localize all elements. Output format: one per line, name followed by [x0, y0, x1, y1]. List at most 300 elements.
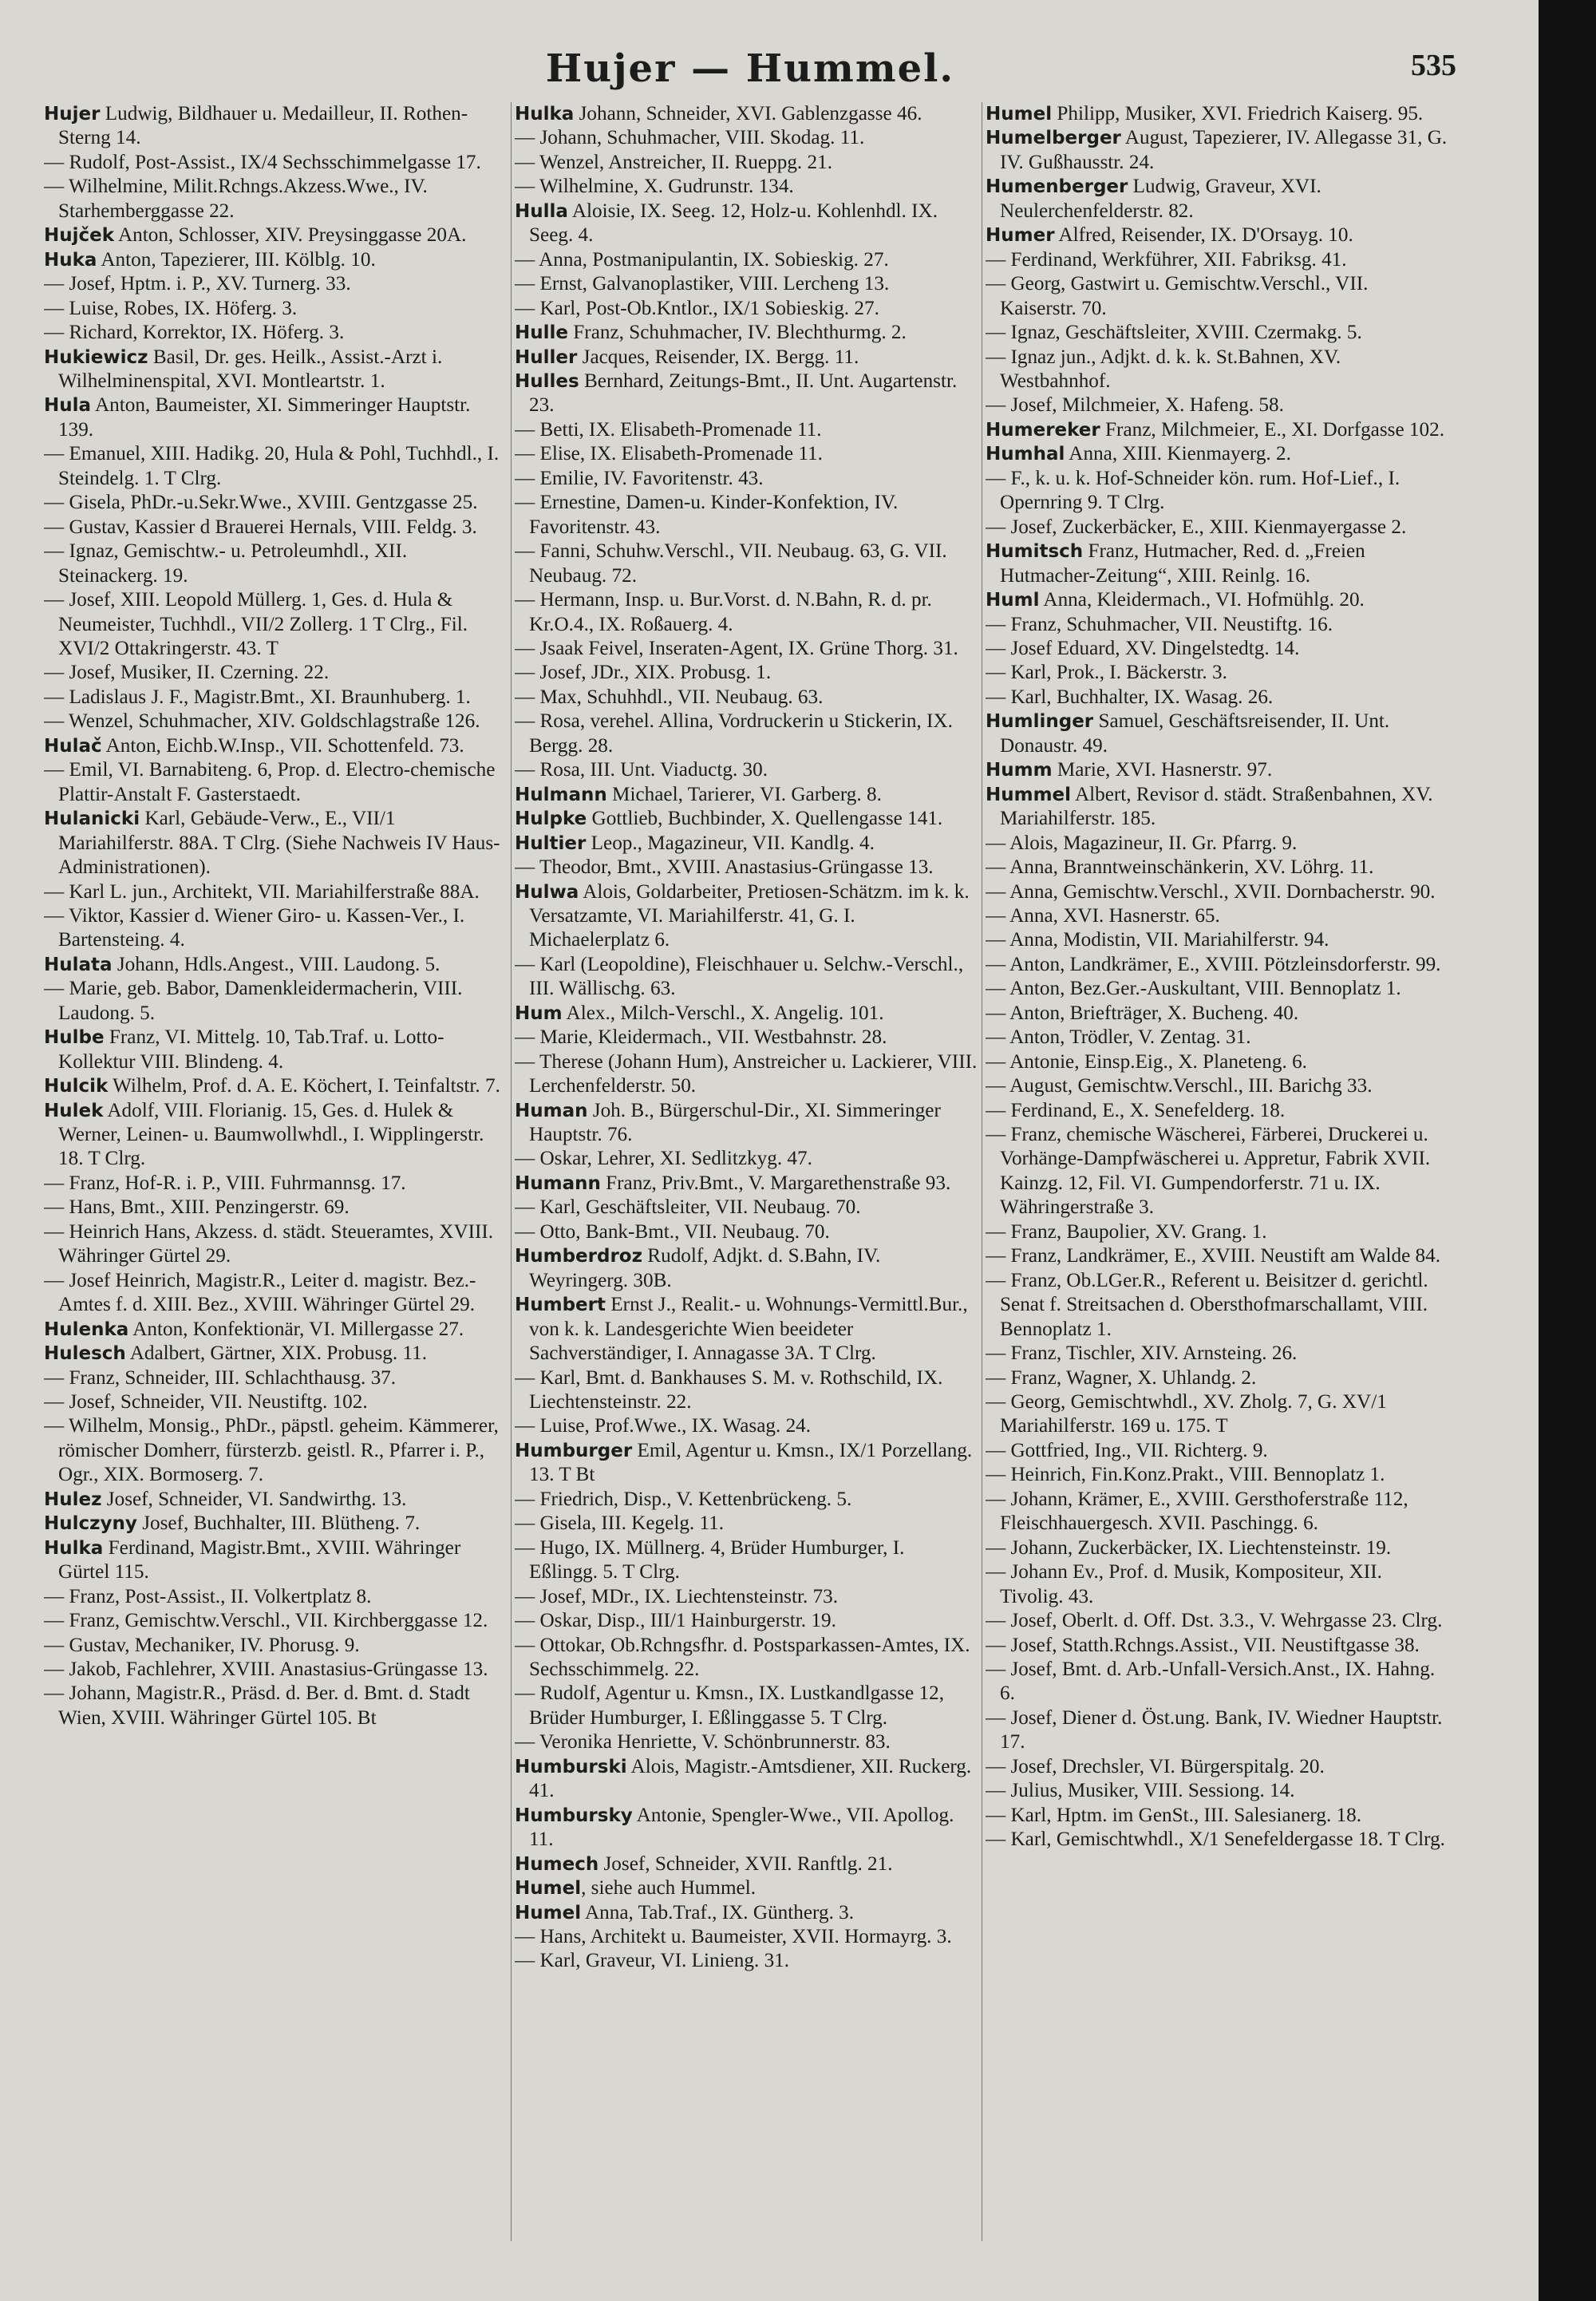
- entry-details: Josef, Schneider, XVII. Ranftlg. 21.: [598, 1852, 893, 1875]
- entry-details: — Wilhelmine, Milit.Rchngs.Akzess.Wwe., IV. Starhemberggasse 22.: [44, 176, 428, 222]
- entry-details: — Johann, Schuhmacher, VIII. Skodag. 11.: [515, 127, 865, 149]
- directory-entry: [515, 1293, 978, 1366]
- entry-details: — Hugo, IX. Müllnerg. 4, Brüder Humburger, I. Eßlingg. 5. T Clrg.: [515, 1536, 905, 1583]
- page-number: 535: [1411, 49, 1456, 82]
- directory-entry: [986, 1342, 1448, 1366]
- directory-entry: [515, 1220, 978, 1244]
- entry-surname: Humenberger: [986, 176, 1128, 198]
- entry-details: Franz, Schuhmacher, IV. Blechthurmg. 2.: [568, 322, 907, 344]
- directory-entry: [44, 1609, 507, 1633]
- entry-details: Albert, Revisor d. städt. Straßenbahnen, XV. Mariahilferstr. 185.: [1000, 783, 1433, 830]
- entry-details: — Karl, Prok., I. Bäckerstr. 3.: [986, 662, 1227, 684]
- entry-details: — Franz, Schneider, III. Schlachthausg. 37.: [44, 1366, 397, 1389]
- entry-details: Alois, Goldarbeiter, Pretiosen-Schätzm. im k. k. Versatzamte, VI. Mariahilferstr. 41, G. I. Michaelerplatz 6.: [529, 880, 970, 951]
- directory-entry: [515, 540, 978, 588]
- entry-details: — Franz, Ob.LGer.R., Referent u. Beisitzer d. gerichtl. Senat f. Streitsachen d. Obersthofmarschallamt, VIII. Bennoplatz 1.: [986, 1269, 1428, 1340]
- directory-entry: [515, 1366, 978, 1415]
- entry-details: — Max, Schuhhdl., VII. Neubaug. 63.: [515, 686, 824, 708]
- entry-surname: Hulczyny: [44, 1513, 137, 1535]
- entry-details: — Theodor, Bmt., XVIII. Anastasius-Grüngasse 13.: [515, 856, 934, 879]
- directory-entry: [44, 686, 507, 710]
- entry-details: — Rudolf, Agentur u. Kmsn., IX. Lustkandlgasse 12, Brüder Humburger, I. Eßlinggasse 5. T Clrg.: [515, 1682, 944, 1729]
- entry-details: — Franz, Tischler, XIV. Arnsteing. 26.: [986, 1342, 1298, 1365]
- entry-details: Rudolf, Adjkt. d. S.Bahn, IV. Weyringerg. 30B.: [529, 1245, 881, 1291]
- directory-entry: [986, 1050, 1448, 1074]
- entry-details: — Franz, Landkrämer, E., XVIII. Neustift am Walde 84.: [986, 1245, 1441, 1267]
- directory-entry: [44, 1220, 507, 1269]
- directory-entry: [44, 758, 507, 807]
- entry-details: — Oskar, Disp., III/1 Hainburgerstr. 19.: [515, 1610, 836, 1632]
- directory-entry: [986, 661, 1448, 685]
- entry-surname: Huml: [986, 590, 1040, 611]
- directory-entry: [986, 832, 1448, 856]
- directory-entry: [986, 1026, 1448, 1050]
- directory-entry: [986, 393, 1448, 417]
- directory-entry: [44, 151, 507, 175]
- entry-surname: Humel: [515, 1878, 582, 1900]
- entry-details: Anton, Baumeister, XI. Simmeringer Hauptstr. 139.: [58, 394, 471, 441]
- entry-details: — Luise, Prof.Wwe., IX. Wasag. 24.: [515, 1415, 812, 1437]
- directory-entry: [515, 758, 978, 782]
- entry-surname: Humhal: [986, 444, 1065, 465]
- entry-surname: Hummel: [986, 784, 1072, 805]
- entry-details: — Franz, Post-Assist., II. Volkertplatz 8.: [44, 1585, 372, 1607]
- directory-entry: [515, 1026, 978, 1050]
- entry-details: — Anton, Landkrämer, E., XVIII. Pötzleinsdorferstr. 99.: [986, 953, 1441, 975]
- directory-entry: [44, 1196, 507, 1220]
- directory-entry: [986, 1463, 1448, 1487]
- entry-surname: Hulles: [515, 370, 579, 392]
- directory-entry: [44, 1634, 507, 1658]
- directory-entry: [986, 783, 1448, 832]
- directory-entry: [986, 856, 1448, 880]
- directory-entry: [44, 393, 507, 442]
- entry-surname: Hulbe: [44, 1027, 105, 1049]
- entry-details: — Anna, Branntweinschänkerin, XV. Löhrg. 11.: [986, 856, 1374, 879]
- directory-entry: [515, 1876, 978, 1900]
- directory-entry: [515, 1536, 978, 1585]
- entry-details: — Wilhelmine, X. Gudrunstr. 134.: [515, 176, 794, 198]
- entry-details: Adalbert, Gärtner, XIX. Probusg. 11.: [125, 1342, 428, 1365]
- entry-details: — Veronika Henriette, V. Schönbrunnerstr. 83.: [515, 1731, 891, 1753]
- directory-entry: [44, 1536, 507, 1585]
- directory-entry: [986, 1220, 1448, 1244]
- directory-entry: [515, 953, 978, 1002]
- directory-entry: [44, 880, 507, 904]
- entry-details: — Hans, Architekt u. Baumeister, XVII. Hormayrg. 3.: [515, 1925, 952, 1947]
- entry-details: Franz, Milchmeier, E., XI. Dorfgasse 102.: [1100, 418, 1445, 441]
- entry-surname: Hujček: [44, 225, 115, 247]
- entry-surname: Hulač: [44, 735, 102, 757]
- directory-entry: [986, 540, 1448, 588]
- entry-details: Anton, Schlosser, XIV. Preysinggasse 20A.: [114, 224, 467, 247]
- entry-details: — Jsaak Feivel, Inseraten-Agent, IX. Grüne Thorg. 31.: [515, 637, 958, 659]
- entry-details: — Josef, MDr., IX. Liechtensteinstr. 73.: [515, 1585, 839, 1607]
- entry-details: — Franz, Hof-R. i. P., VIII. Fuhrmannsg. 17.: [44, 1172, 406, 1194]
- entry-details: — Luise, Robes, IX. Höferg. 3.: [44, 297, 298, 319]
- entry-details: — Johann, Magistr.R., Präsd. d. Ber. d. Bmt. d. Stadt Wien, XVIII. Währinger Gürtel 105. Bt: [44, 1682, 470, 1729]
- entry-details: — Gisela, III. Kegelg. 11.: [515, 1512, 725, 1535]
- entry-details: Karl, Gebäude-Verw., E., VII/1 Mariahilferstr. 88A. T Clrg. (Siehe Nachweis IV Haus-Administrationen).: [58, 808, 500, 879]
- entry-surname: Hulcik: [44, 1076, 109, 1097]
- entry-details: — Johann Ev., Prof. d. Musik, Kompositeur, XII. Tivolig. 43.: [986, 1561, 1382, 1607]
- directory-entry: [986, 880, 1448, 904]
- entry-surname: Humburger: [515, 1440, 633, 1461]
- entry-surname: Hulla: [515, 200, 568, 222]
- directory-entry: [515, 1901, 978, 1925]
- directory-entry: [515, 1852, 978, 1876]
- directory-entry: [515, 856, 978, 880]
- directory-entry: [986, 1269, 1448, 1342]
- entry-details: — Marie, Kleidermach., VII. Westbahnstr. 28.: [515, 1026, 887, 1049]
- entry-details: — Josef Heinrich, Magistr.R., Leiter d. magistr. Bez.-Amtes f. d. XIII. Bez., XVIII. Währinger Gürtel 29.: [44, 1269, 476, 1316]
- directory-entry: [986, 758, 1448, 782]
- directory-entry: [44, 1366, 507, 1390]
- entry-details: Ernst J., Realit.- u. Wohnungs-Vermittl.Bur., von k. k. Landesgerichte Wien beeideter Sachverständiger, I. Annagasse 3A. T Clrg.: [529, 1294, 968, 1365]
- entry-details: Alex., Milch-Verschl., X. Angelig. 101.: [562, 1002, 884, 1024]
- entry-details: — Josef, Zuckerbäcker, E., XIII. Kienmayergasse 2.: [986, 516, 1407, 538]
- entry-details: — Marie, geb. Babor, Damenkleidermacherin, VIII. Laudong. 5.: [44, 978, 463, 1024]
- entry-details: — Betti, IX. Elisabeth-Promenade 11.: [515, 418, 822, 441]
- entry-surname: Humer: [986, 225, 1055, 247]
- entry-surname: Humberdroz: [515, 1246, 642, 1267]
- entry-details: — Jakob, Fachlehrer, XVIII. Anastasius-Grüngasse 13.: [44, 1659, 488, 1680]
- directory-entry: [44, 1172, 507, 1196]
- directory-entry: [44, 953, 507, 977]
- entry-details: Franz, Priv.Bmt., V. Margarethenstraße 93.: [600, 1172, 951, 1194]
- directory-entry: [986, 977, 1448, 1001]
- entry-details: Wilhelm, Prof. d. A. E. Köchert, I. Teinfaltstr. 7.: [108, 1075, 500, 1097]
- directory-entry: [44, 977, 507, 1026]
- directory-entry: [515, 248, 978, 272]
- entry-details: — F., k. u. k. Hof-Schneider kön. rum. Hof-Lief., I. Opernring 9. T Clrg.: [986, 467, 1400, 514]
- entry-details: — Richard, Korrektor, IX. Höferg. 3.: [44, 322, 345, 344]
- column-divider: [511, 102, 512, 2241]
- entry-details: Samuel, Geschäftsreisender, II. Unt. Donaustr. 49.: [1000, 710, 1390, 757]
- directory-entry: [986, 1560, 1448, 1609]
- directory-entry: [986, 1609, 1448, 1633]
- entry-details: — Josef Eduard, XV. Dingelstedtg. 14.: [986, 637, 1300, 659]
- directory-entry: [515, 346, 978, 370]
- directory-entry: [986, 1536, 1448, 1560]
- entry-details: — Franz, chemische Wäscherei, Färberei, Druckerei u. Vorhänge-Dampfwäscherei u. Appretur, Fabrik XVII. Kainzg. 12, Fil. VI. Gumpendorferstr. 71 u. IX. Währingerstraße 3.: [986, 1124, 1431, 1219]
- directory-entry: [515, 783, 978, 807]
- entry-details: Antonie, Spengler-Wwe., VII. Apollog. 11.: [529, 1804, 954, 1851]
- entry-details: — Karl L. jun., Architekt, VII. Mariahilferstraße 88A.: [44, 880, 480, 903]
- directory-entry: [986, 953, 1448, 977]
- directory-entry: [986, 248, 1448, 272]
- directory-entry: [515, 710, 978, 758]
- entry-details: Franz, VI. Mittelg. 10, Tab.Traf. u. Lotto-Kollektur VIII. Blindeng. 4.: [58, 1026, 444, 1073]
- entry-details: Gottlieb, Buchbinder, X. Quellengasse 141.: [587, 808, 943, 830]
- entry-surname: Hultier: [515, 832, 587, 854]
- directory-entry: [44, 1512, 507, 1536]
- directory-entry: [44, 1099, 507, 1172]
- directory-entry: [515, 175, 978, 199]
- directory-entry: [986, 588, 1448, 612]
- entry-details: — Josef, Milchmeier, X. Hafeng. 58.: [986, 394, 1284, 417]
- directory-entry: [515, 467, 978, 491]
- page-header: [44, 42, 1456, 105]
- directory-entry: [44, 102, 507, 151]
- entry-details: Anna, Tab.Traf., IX. Güntherg. 3.: [581, 1901, 855, 1923]
- entry-surname: Hula: [44, 395, 92, 417]
- entry-details: — Rosa, verehel. Allina, Vordruckerin u Stickerin, IX. Bergg. 28.: [515, 710, 953, 757]
- entry-surname: Humbursky: [515, 1805, 633, 1826]
- entry-details: — Karl, Gemischtwhdl., X/1 Senefeldergasse 18. T Clrg.: [986, 1829, 1445, 1851]
- directory-entry: [515, 200, 978, 248]
- directory-entry: [515, 1585, 978, 1609]
- entry-surname: Hulez: [44, 1489, 102, 1510]
- directory-entry: [44, 661, 507, 685]
- directory-entry: [986, 1390, 1448, 1439]
- entry-surname: Hulenka: [44, 1319, 129, 1340]
- directory-entry: [515, 1050, 978, 1099]
- directory-entry: [986, 102, 1448, 126]
- entry-details: — Antonie, Einsp.Eig., X. Planeteng. 6.: [986, 1050, 1307, 1073]
- directory-entry: [515, 832, 978, 856]
- entry-details: — Ignaz jun., Adjkt. d. k. k. St.Bahnen, XV. Westbahnhof.: [986, 346, 1341, 392]
- directory-entry: [986, 904, 1448, 928]
- directory-entry: [986, 1804, 1448, 1828]
- directory-entry: [986, 1123, 1448, 1220]
- directory-entry: [515, 1949, 978, 1973]
- directory-entry: [515, 686, 978, 710]
- directory-entry: [986, 1828, 1448, 1852]
- directory-entry: [986, 1366, 1448, 1390]
- entry-details: — Karl, Hptm. im GenSt., III. Salesianerg. 18.: [986, 1804, 1362, 1826]
- entry-details: — Karl, Bmt. d. Bankhauses S. M. v. Rothschild, IX. Liechtensteinstr. 22.: [515, 1366, 943, 1413]
- directory-entry: [986, 1634, 1448, 1658]
- directory-entry: [44, 588, 507, 661]
- entry-details: — Anna, XVI. Hasnerstr. 65.: [986, 904, 1220, 927]
- directory-entry: [515, 1512, 978, 1536]
- directory-entry: [986, 1439, 1448, 1463]
- directory-entry: [515, 1609, 978, 1633]
- directory-entry: [515, 880, 978, 953]
- entry-surname: Huka: [44, 249, 97, 271]
- entry-details: Philipp, Musiker, XVI. Friedrich Kaiserg. 95.: [1052, 103, 1424, 125]
- directory-entry: [986, 1706, 1448, 1755]
- entry-details: Franz, Hutmacher, Red. d. „Freien Hutmacher-Zeitung“, XIII. Reinlg. 16.: [1000, 540, 1365, 587]
- directory-entry: [515, 297, 978, 321]
- entry-details: — Emil, VI. Barnabiteng. 6, Prop. d. Electro-chemische Plattir-Anstalt F. Gasterstaedt.: [44, 759, 496, 805]
- entry-details: — Georg, Gemischtwhdl., XV. Zholg. 7, G. XV/1 Mariahilferstr. 169 u. 175. T: [986, 1391, 1387, 1437]
- entry-details: — Rudolf, Post-Assist., IX/4 Sechsschimmelgasse 17.: [44, 151, 481, 173]
- directory-entry: [515, 370, 978, 418]
- entry-details: — Georg, Gastwirt u. Gemischtw.Verschl., VII. Kaiserstr. 70.: [986, 273, 1369, 319]
- entry-surname: Hulanicki: [44, 809, 140, 830]
- directory-entry: [986, 637, 1448, 661]
- directory-entry: [515, 1002, 978, 1026]
- entry-details: Jacques, Reisender, IX. Bergg. 11.: [577, 346, 859, 368]
- entry-details: Anton, Eichb.W.Insp., VII. Schottenfeld. 73.: [101, 734, 464, 757]
- directory-entry: [515, 1755, 978, 1804]
- entry-details: Ludwig, Graveur, XVI. Neulerchenfelderstr. 82.: [1000, 176, 1321, 222]
- directory-entry: [986, 928, 1448, 952]
- entry-surname: Hulata: [44, 954, 113, 975]
- directory-entry: [515, 1634, 978, 1682]
- directory-entry: [986, 1002, 1448, 1026]
- entry-details: Alfred, Reisender, IX. D'Orsayg. 10.: [1054, 224, 1353, 247]
- directory-entry: [44, 297, 507, 321]
- entry-details: — Julius, Musiker, VIII. Sessiong. 14.: [986, 1780, 1295, 1802]
- entry-details: Alois, Magistr.-Amtsdiener, XII. Ruckerg. 41.: [529, 1755, 972, 1802]
- entry-details: — Fanni, Schuhw.Verschl., VII. Neubaug. 63, G. VII. Neubaug. 72.: [515, 540, 947, 587]
- entry-surname: Humlinger: [986, 711, 1094, 733]
- entry-surname: Humbert: [515, 1295, 606, 1316]
- entry-details: — Hans, Bmt., XIII. Penzingerstr. 69.: [44, 1196, 350, 1219]
- directory-entry: [515, 126, 978, 150]
- directory-entry: [44, 1658, 507, 1682]
- entry-details: — Josef, XIII. Leopold Müllerg. 1, Ges. d. Hula & Neumeister, Tuchhdl., VII/2 Zollerg. 1 T Clrg., Fil. XVI/2 Ottakringerstr. 43. T: [44, 589, 468, 659]
- directory-entry: [515, 807, 978, 831]
- directory-entry: [44, 175, 507, 223]
- entry-details: — Franz, Wagner, X. Uhlandg. 2.: [986, 1366, 1257, 1389]
- entry-surname: Hulka: [515, 104, 575, 125]
- entry-details: August, Tapezierer, IV. Allegasse 31, G. IV. Gußhausstr. 24.: [1000, 127, 1448, 173]
- entry-details: — Gustav, Mechaniker, IV. Phorusg. 9.: [44, 1634, 360, 1656]
- entry-details: — Therese (Johann Hum), Anstreicher u. Lackierer, VIII. Lerchenfelderstr. 50.: [515, 1050, 978, 1097]
- entry-details: — Karl, Buchhalter, IX. Wasag. 26.: [986, 686, 1274, 708]
- entry-details: — Heinrich, Fin.Konz.Prakt., VIII. Bennoplatz 1.: [986, 1464, 1385, 1486]
- directory-entry: [986, 442, 1448, 466]
- entry-details: — Josef, Diener d. Öst.ung. Bank, IV. Wiedner Hauptstr. 17.: [986, 1706, 1443, 1753]
- entry-surname: Hulle: [515, 322, 568, 344]
- directory-entry: [986, 516, 1448, 540]
- entry-details: — Anna, Gemischtw.Verschl., XVII. Dornbacherstr. 90.: [986, 880, 1436, 903]
- entry-surname: Human: [515, 1100, 588, 1121]
- directory-columns: [44, 102, 1456, 2257]
- entry-details: Basil, Dr. ges. Heilk., Assist.-Arzt i. Wilhelminenspital, XVI. Montleartstr. 1.: [58, 346, 443, 392]
- entry-surname: Humel: [986, 104, 1053, 125]
- entry-details: — Wenzel, Schuhmacher, XIV. Goldschlagstraße 126.: [44, 710, 480, 733]
- entry-details: — Wilhelm, Monsig., PhDr., päpstl. geheim. Kämmerer, römischer Domherr, fürsterzb. geistl. R., Pfarrer i. P., Ogr., XIX. Bormoserg. 7.: [44, 1415, 499, 1486]
- directory-entry: [44, 442, 507, 491]
- directory-entry: [44, 540, 507, 588]
- directory-entry: [44, 272, 507, 296]
- entry-details: — August, Gemischtw.Verschl., III. Barichg 33.: [986, 1075, 1373, 1097]
- directory-entry: [986, 1074, 1448, 1098]
- entry-details: — Hermann, Insp. u. Bur.Vorst. d. N.Bahn, R. d. pr. Kr.O.4., IX. Roßauerg. 4.: [515, 589, 932, 635]
- entry-details: — Otto, Bank-Bmt., VII. Neubaug. 70.: [515, 1220, 830, 1243]
- directory-entry: [44, 710, 507, 733]
- entry-details: — Friedrich, Disp., V. Kettenbrückeng. 5.: [515, 1488, 852, 1510]
- entry-details: — Anna, Modistin, VII. Mariahilferstr. 94.: [986, 929, 1329, 951]
- entry-details: — Franz, Schuhmacher, VII. Neustiftg. 16.: [986, 613, 1333, 635]
- entry-surname: Hulmann: [515, 784, 607, 805]
- entry-surname: Humitsch: [986, 541, 1084, 563]
- directory-entry: [515, 102, 978, 126]
- directory-entry: [44, 1390, 507, 1414]
- column-3: [986, 102, 1448, 2257]
- entry-surname: Humech: [515, 1853, 599, 1875]
- entry-details: — Gisela, PhDr.-u.Sekr.Wwe., XVIII. Gentzgasse 25.: [44, 492, 478, 514]
- directory-entry: [986, 1099, 1448, 1123]
- entry-details: — Ferdinand, Werkführer, XII. Fabriksg. 41.: [986, 248, 1347, 271]
- directory-entry: [986, 686, 1448, 710]
- entry-details: Bernhard, Zeitungs-Bmt., II. Unt. Augartenstr. 23.: [529, 370, 958, 417]
- entry-details: — Anna, Postmanipulantin, IX. Sobieskig. 27.: [515, 248, 889, 271]
- entry-details: — Emanuel, XIII. Hadikg. 20, Hula & Pohl, Tuchhdl., I. Steindelg. 1. T Clrg.: [44, 443, 500, 489]
- entry-details: — Rosa, III. Unt. Viaductg. 30.: [515, 759, 768, 781]
- entry-surname: Humann: [515, 1172, 601, 1194]
- entry-surname: Hulesch: [44, 1343, 126, 1365]
- entry-details: , siehe auch Hummel.: [581, 1877, 757, 1900]
- entry-details: — Emilie, IV. Favoritenstr. 43.: [515, 467, 764, 489]
- directory-entry: [44, 1414, 507, 1487]
- entry-surname: Hulwa: [515, 881, 579, 903]
- entry-details: — Ignaz, Gemischtw.- u. Petroleumhdl., XII. Steinackerg. 19.: [44, 540, 408, 587]
- directory-entry: [986, 321, 1448, 345]
- directory-entry: [986, 613, 1448, 637]
- entry-details: Anton, Konfektionär, VI. Millergasse 27.: [128, 1318, 464, 1340]
- directory-entry: [515, 637, 978, 661]
- entry-details: Adolf, VIII. Florianig. 15, Ges. d. Hulek & Werner, Leinen- u. Baumwollwhdl., I. Wipplingerstr. 18. T Clrg.: [58, 1099, 484, 1170]
- entry-details: — Karl, Graveur, VI. Linieng. 31.: [515, 1950, 790, 1972]
- entry-details: Joh. B., Bürgerschul-Dir., XI. Simmeringer Hauptstr. 76.: [529, 1099, 941, 1146]
- entry-details: Ferdinand, Magistr.Bmt., XVIII. Währinger Gürtel 115.: [58, 1536, 461, 1583]
- entry-details: — Josef, Statth.Rchngs.Assist., VII. Neustiftgasse 38.: [986, 1634, 1420, 1656]
- entry-details: — Anton, Bez.Ger.-Auskultant, VIII. Bennoplatz 1.: [986, 978, 1401, 1000]
- directory-entry: [986, 1755, 1448, 1779]
- directory-entry: [44, 248, 507, 272]
- directory-entry: [515, 321, 978, 345]
- directory-entry: [986, 223, 1448, 247]
- directory-entry: [515, 1414, 978, 1438]
- directory-entry: [44, 1026, 507, 1074]
- entry-details: Johann, Hdls.Angest., VIII. Laudong. 5.: [112, 953, 440, 975]
- directory-entry: [986, 272, 1448, 321]
- entry-details: Michael, Tarierer, VI. Garberg. 8.: [606, 783, 882, 805]
- entry-details: Leop., Magazineur, VII. Kandlg. 4.: [586, 832, 875, 854]
- entry-details: — Anton, Briefträger, X. Bucheng. 40.: [986, 1002, 1299, 1024]
- entry-details: — Josef, Bmt. d. Arb.-Unfall-Versich.Anst., IX. Hahng. 6.: [986, 1659, 1436, 1705]
- directory-entry: [986, 467, 1448, 516]
- entry-details: — Johann, Krämer, E., XVIII. Gersthoferstraße 112, Fleischhauergesch. XVII. Paschingg. 6.: [986, 1488, 1408, 1535]
- directory-entry: [515, 1099, 978, 1148]
- entry-details: Ludwig, Bildhauer u. Medailleur, II. Rothen-Sterng 14.: [58, 103, 468, 149]
- entry-details: — Heinrich Hans, Akzess. d. städt. Steueramtes, XVIII. Währinger Gürtel 29.: [44, 1220, 494, 1267]
- entry-details: — Josef, Hptm. i. P., XV. Turnerg. 33.: [44, 273, 351, 295]
- directory-entry: [986, 175, 1448, 223]
- directory-entry: [515, 1804, 978, 1852]
- entry-surname: Humelberger: [986, 128, 1121, 149]
- entry-surname: Humm: [986, 760, 1053, 781]
- entry-surname: Hulek: [44, 1100, 104, 1121]
- directory-entry: [515, 1147, 978, 1171]
- entry-details: — Karl (Leopoldine), Fleischhauer u. Selchw.-Verschl., III. Wällischg. 63.: [515, 953, 964, 1000]
- entry-details: — Ferdinand, E., X. Senefelderg. 18.: [986, 1099, 1286, 1121]
- entry-details: — Gustav, Kassier d Brauerei Hernals, VIII. Feldg. 3.: [44, 516, 477, 538]
- directory-entry: [515, 1196, 978, 1220]
- entry-details: — Ladislaus J. F., Magistr.Bmt., XI. Braunhuberg. 1.: [44, 686, 471, 708]
- directory-entry: [515, 1682, 978, 1730]
- entry-details: — Franz, Baupolier, XV. Grang. 1.: [986, 1220, 1267, 1243]
- directory-entry: [515, 151, 978, 175]
- entry-surname: Hukiewicz: [44, 346, 148, 368]
- directory-entry: [44, 734, 507, 758]
- entry-details: — Alois, Magazineur, II. Gr. Pfarrg. 9.: [986, 832, 1298, 854]
- directory-entry: [986, 710, 1448, 758]
- entry-surname: Hum: [515, 1002, 563, 1024]
- entry-details: Josef, Buchhalter, III. Blütheng. 7.: [136, 1512, 421, 1535]
- directory-entry: [515, 418, 978, 442]
- entry-details: — Ernst, Galvanoplastiker, VIII. Lercheng 13.: [515, 273, 890, 295]
- entry-surname: Hujer: [44, 104, 101, 125]
- entry-details: Johann, Schneider, XVI. Gablenzgasse 46.: [574, 103, 922, 125]
- entry-details: Anton, Tapezierer, III. Kölblg. 10.: [97, 248, 376, 271]
